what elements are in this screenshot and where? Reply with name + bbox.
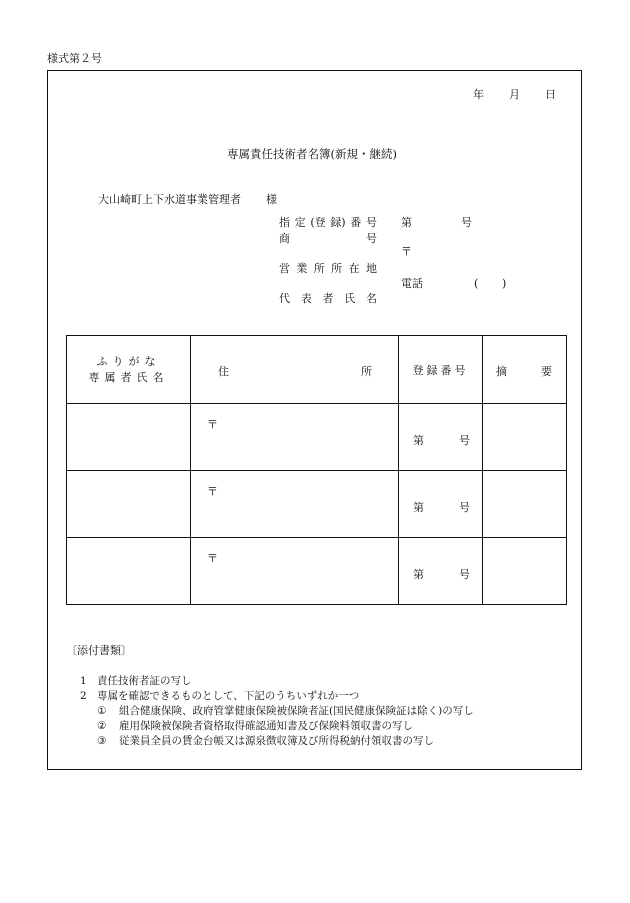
sub-item-text: 従業員全員の賃金台帳又は源泉徴収簿及び所得税納付領収書の写し [119,735,434,747]
sub-item-mark: ② [97,720,107,732]
label-char: (登 [310,216,326,229]
registration-number-cell[interactable] [399,471,483,538]
label-char: 番 [350,216,362,229]
addressee: 大山崎町上下水道事業管理者 [98,193,241,206]
label-char: 業 [296,262,308,275]
label-char: 定 [294,216,306,229]
registration-number-cell[interactable] [399,404,483,471]
header-name [67,336,191,404]
registration-go: 号 [459,501,470,514]
label-char: 地 [365,262,377,275]
header-registration-number: 登録番号 [399,336,483,404]
date-month-label: 月 [509,88,520,101]
label-char: 号 [365,216,377,229]
header-address-left: 住 [218,365,229,378]
item-text: 専属を確認できるものとして、下記のうちいずれか一つ [97,690,360,702]
sub-item-mark: ③ [97,735,107,747]
sub-item-text: 組合健康保険、政府管掌健康保険被保険者証(国民健康保険証は除く)の写し [119,705,474,717]
form-number-label: 様式第２号 [47,52,102,65]
attachment-item [80,691,359,702]
header-remarks-left: 摘 [496,365,507,378]
attachment-item [80,676,192,687]
label-char: 指 [279,216,290,229]
label-char: 代 [279,292,290,305]
label-char: 録) [330,216,346,229]
date-year-label: 年 [473,88,484,101]
label-char: 号 [366,232,377,245]
address-cell[interactable] [191,538,399,605]
postal-mark: 〒 [401,245,412,258]
label-char: 在 [348,262,360,275]
telephone-open-paren: ( [474,277,479,290]
label-char: 者 [322,292,334,305]
label-char: 所 [313,262,325,275]
registration-dai: 第 [413,568,424,581]
attachment-sub-item [97,736,434,747]
staff-name-cell[interactable] [67,471,191,538]
registration-dai: 第 [413,434,424,447]
label-char: 氏 [344,292,356,305]
registration-number-cell[interactable] [399,538,483,605]
postal-mark: 〒 [207,485,218,498]
header-staff-name: 専属者氏名 [88,370,169,384]
registration-dai: 第 [413,501,424,514]
registration-go: 号 [461,216,472,229]
registration-number-label [279,217,377,228]
sub-item-mark: ① [97,705,107,717]
table-row [67,471,567,538]
header-furigana: ふりがな [96,354,161,368]
header-remarks [483,336,567,404]
postal-mark: 〒 [207,552,218,565]
staff-name-cell[interactable] [67,538,191,605]
attachment-sub-item [97,721,413,732]
remarks-cell[interactable] [483,404,567,471]
label-char: 営 [279,262,290,275]
table-row [67,404,567,471]
postal-mark: 〒 [207,418,218,431]
table-row [67,538,567,605]
label-char: 名 [366,292,377,305]
item-text: 責任技術者証の写し [97,675,192,687]
item-number: 2 [80,690,87,702]
table-header-row [67,336,567,404]
address-cell[interactable] [191,404,399,471]
registration-go: 号 [459,568,470,581]
registration-dai: 第 [401,216,412,229]
header-address-right: 所 [361,365,372,378]
telephone-close-paren: ) [502,277,507,290]
header-address [191,336,399,404]
item-number: 1 [80,675,87,687]
trade-name-label [279,233,377,244]
remarks-cell[interactable] [483,471,567,538]
staff-table [66,335,567,605]
label-char: 所 [331,262,343,275]
attachments-title: 〔添付書類〕 [66,644,132,657]
label-char: 商 [279,232,290,245]
staff-name-cell[interactable] [67,404,191,471]
representative-name-label [279,293,377,304]
remarks-cell[interactable] [483,538,567,605]
sub-item-text: 雇用保険被保険者資格取得確認通知書及び保険料領収書の写し [119,720,413,732]
header-remarks-right: 要 [541,365,552,378]
addressee-honorific: 様 [266,193,277,206]
attachment-sub-item [97,706,474,717]
document-title: 専属責任技術者名簿(新規・継続) [227,147,397,161]
office-address-label [279,263,377,274]
label-char: 表 [300,292,312,305]
date-day-label: 日 [545,88,556,101]
registration-go: 号 [459,434,470,447]
telephone-label: 電話 [401,277,423,290]
address-cell[interactable] [191,471,399,538]
